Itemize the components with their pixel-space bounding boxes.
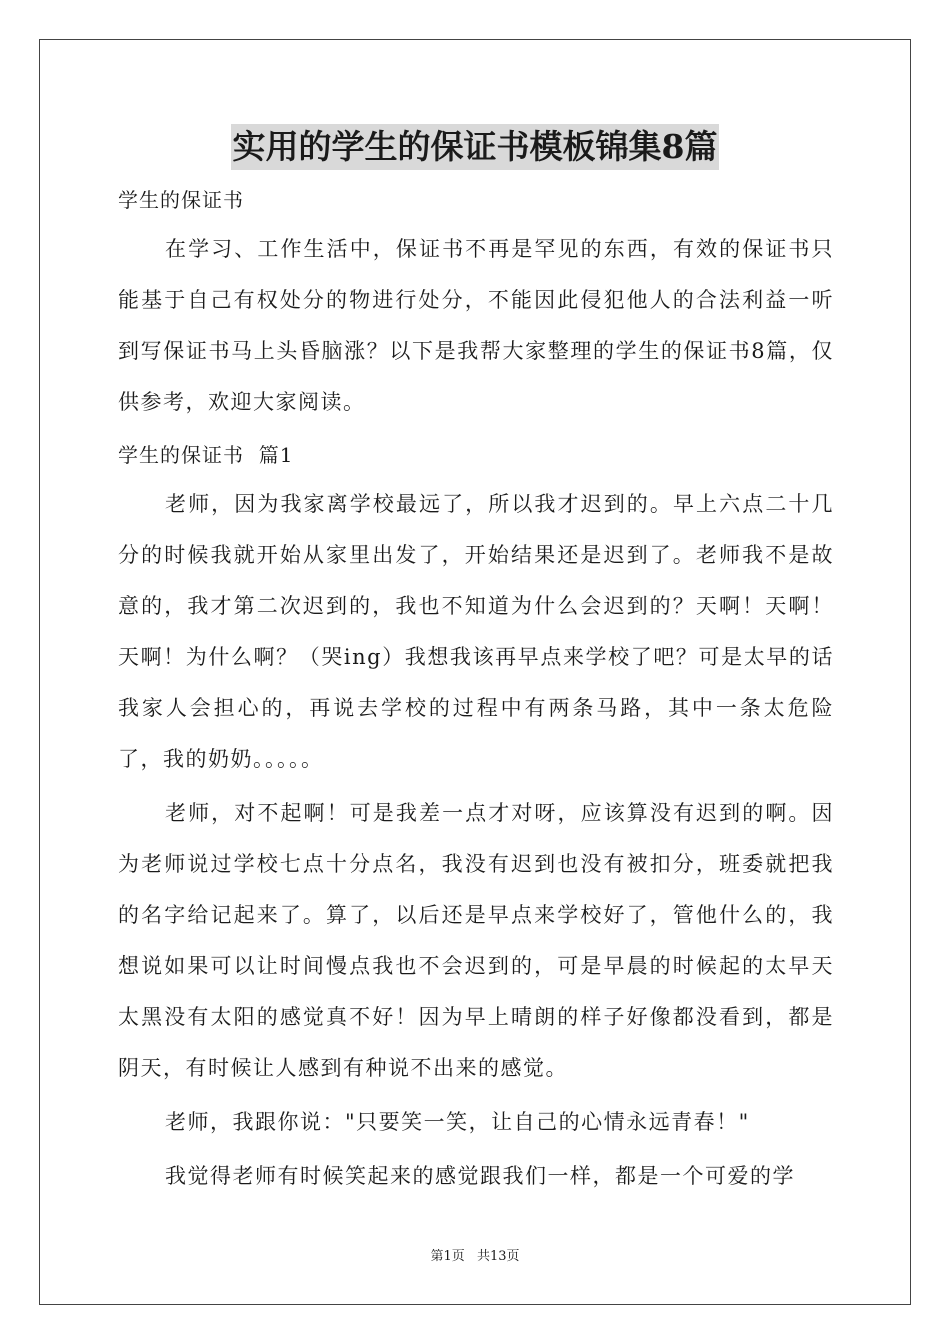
intro-paragraph: 在学习、工作生活中，保证书不再是罕见的东西，有效的保证书只能基于自己有权处分的物进行处分，不能因此侵犯他人的合法利益一听到写保证书马上头昏脑涨？以下是我帮大家整理的学生的保证书8篇，仅供参考，欢迎大家阅读。 [118, 237, 834, 414]
body-paragraph-4: 我觉得老师有时候笑起来的感觉跟我们一样，都是一个可爱的学 [165, 1164, 795, 1188]
document-body [118, 176, 834, 1205]
section-heading: 学生的保证书 [118, 188, 244, 212]
body-paragraph-3: 老师，我跟你说："只要笑一笑，让自己的心情永远青春！" [165, 1110, 750, 1134]
page-footer [0, 1245, 950, 1264]
body-paragraph-1: 老师，因为我家离学校最远了，所以我才迟到的。早上六点二十几分的时候我就开始从家里出发了，开始结果还是迟到了。老师我不是故意的，我才第二次迟到的，我也不知道为什么会迟到的？天啊！天啊！天啊！为什么啊？（哭ing）我想我该再早点来学校了吧？可是太早的话我家人会担心的，再说去学校的过程中有两条马路，其中一条太危险了，我的奶奶。。。。。 [118, 492, 834, 771]
part-heading: 学生的保证书 篇1 [118, 443, 294, 467]
page-number: 第1页 [430, 1249, 465, 1264]
document-title: 实用的学生的保证书模板锦集8篇 [231, 124, 720, 170]
page-total: 共13页 [476, 1249, 520, 1264]
body-paragraph-2: 老师，对不起啊！可是我差一点才对呀，应该算没有迟到的啊。因为老师说过学校七点十分点名，我没有迟到也没有被扣分，班委就把我的名字给记起来了。算了，以后还是早点来学校好了，管他什么的，我想说如果可以让时间慢点我也不会迟到的，可是早晨的时候起的太早天太黑没有太阳的感觉真不好！因为早上晴朗的样子好像都没看到，都是阴天，有时候让人感到有种说不出来的感觉。 [118, 801, 834, 1080]
title-container [0, 124, 950, 170]
